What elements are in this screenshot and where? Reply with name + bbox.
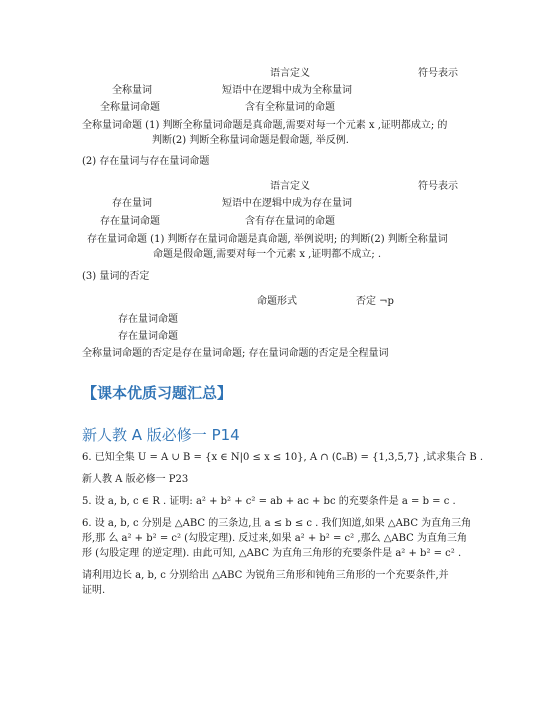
question-6b-line3: 形 (勾股定理 的逆定理). 由此可知, △ABC 为直角三角形的充要条件是 a² + b² = c² . <box>82 548 462 559</box>
universal-row1-definition: 短语中在逻辑中成为全称量词 <box>222 85 352 96</box>
negation-section-title: (3) 量词的否定 <box>82 271 150 282</box>
existential-header-symbol: 符号表示 <box>418 181 458 192</box>
existential-judge-line2: 命题是假命题,需要对每一个元素 x ,证明都不成立; . <box>153 249 382 260</box>
book-heading-p14: 新人教 A 版必修一 P14 <box>82 426 240 444</box>
question-6b-line2: 形,那 么 a² + b² = c² (勾股定理). 反过来,如果 a² + b² = c² ,那么 △ABC 为直角三角 <box>82 533 467 544</box>
existential-header-definition: 语言定义 <box>270 181 310 192</box>
negation-header-negation: 否定 ¬p <box>356 296 394 307</box>
question-6-sets: 6. 已知全集 U = A ∪ B = {x ∈ N|0 ≤ x ≤ 10}, A ∩ (∁ᵤB) = {1,3,5,7} ,试求集合 B . <box>82 452 484 463</box>
universal-row2-term: 全称量词命题 <box>100 102 160 113</box>
negation-summary: 全称量词命题的否定是存在量词命题; 存在量词命题的否定是全程量词 <box>82 348 389 359</box>
negation-header-form: 命题形式 <box>257 296 297 307</box>
existential-judge-line1: 存在量词命题 (1) 判断存在量词命题是真命题, 举例说明; 的判断(2) 判断全称量词 <box>87 234 448 245</box>
universal-row1-term: 全称量词 <box>112 85 152 96</box>
question-6b-line4: 请利用边长 a, b, c 分别给出 △ABC 为锐角三角形和钝角三角形的一个充要条件,并 <box>82 570 449 581</box>
negation-row2: 存在量词命题 <box>118 331 178 342</box>
existential-row2-term: 存在量词命题 <box>100 216 160 227</box>
universal-judge-line1: 全称量词命题 (1) 判断全称量词命题是真命题,需要对每一个元素 x ,证明都成立; 的 <box>82 120 448 131</box>
question-6b-line1: 6. 设 a, b, c 分别是 △ABC 的三条边,且 a ≤ b ≤ c . 我们知道,如果 △ABC 为直角三角 <box>82 518 472 529</box>
universal-header-definition: 语言定义 <box>270 68 310 79</box>
universal-row2-definition: 含有全称量词的命题 <box>245 102 335 113</box>
question-5: 5. 设 a, b, c ∈ R . 证明: a² + b² + c² = ab + ac + bc 的充要条件是 a = b = c . <box>82 496 456 507</box>
book-ref-p23: 新人教 A 版必修一 P23 <box>82 474 189 485</box>
negation-row1: 存在量词命题 <box>118 314 178 325</box>
question-6b-line5: 证明. <box>82 585 106 596</box>
existential-row1-definition: 短语中在逻辑中成为存在量词 <box>222 198 352 209</box>
existential-row1-term: 存在量词 <box>112 198 152 209</box>
existential-section-title: (2) 存在量词与存在量词命题 <box>82 156 210 167</box>
exercises-banner: 【课本优质习题汇总】 <box>82 384 233 402</box>
existential-row2-definition: 含有存在量词的命题 <box>245 216 335 227</box>
universal-judge-line2: 判断(2) 判断全称量词命题是假命题, 举反例. <box>152 135 349 146</box>
universal-header-symbol: 符号表示 <box>418 68 458 79</box>
